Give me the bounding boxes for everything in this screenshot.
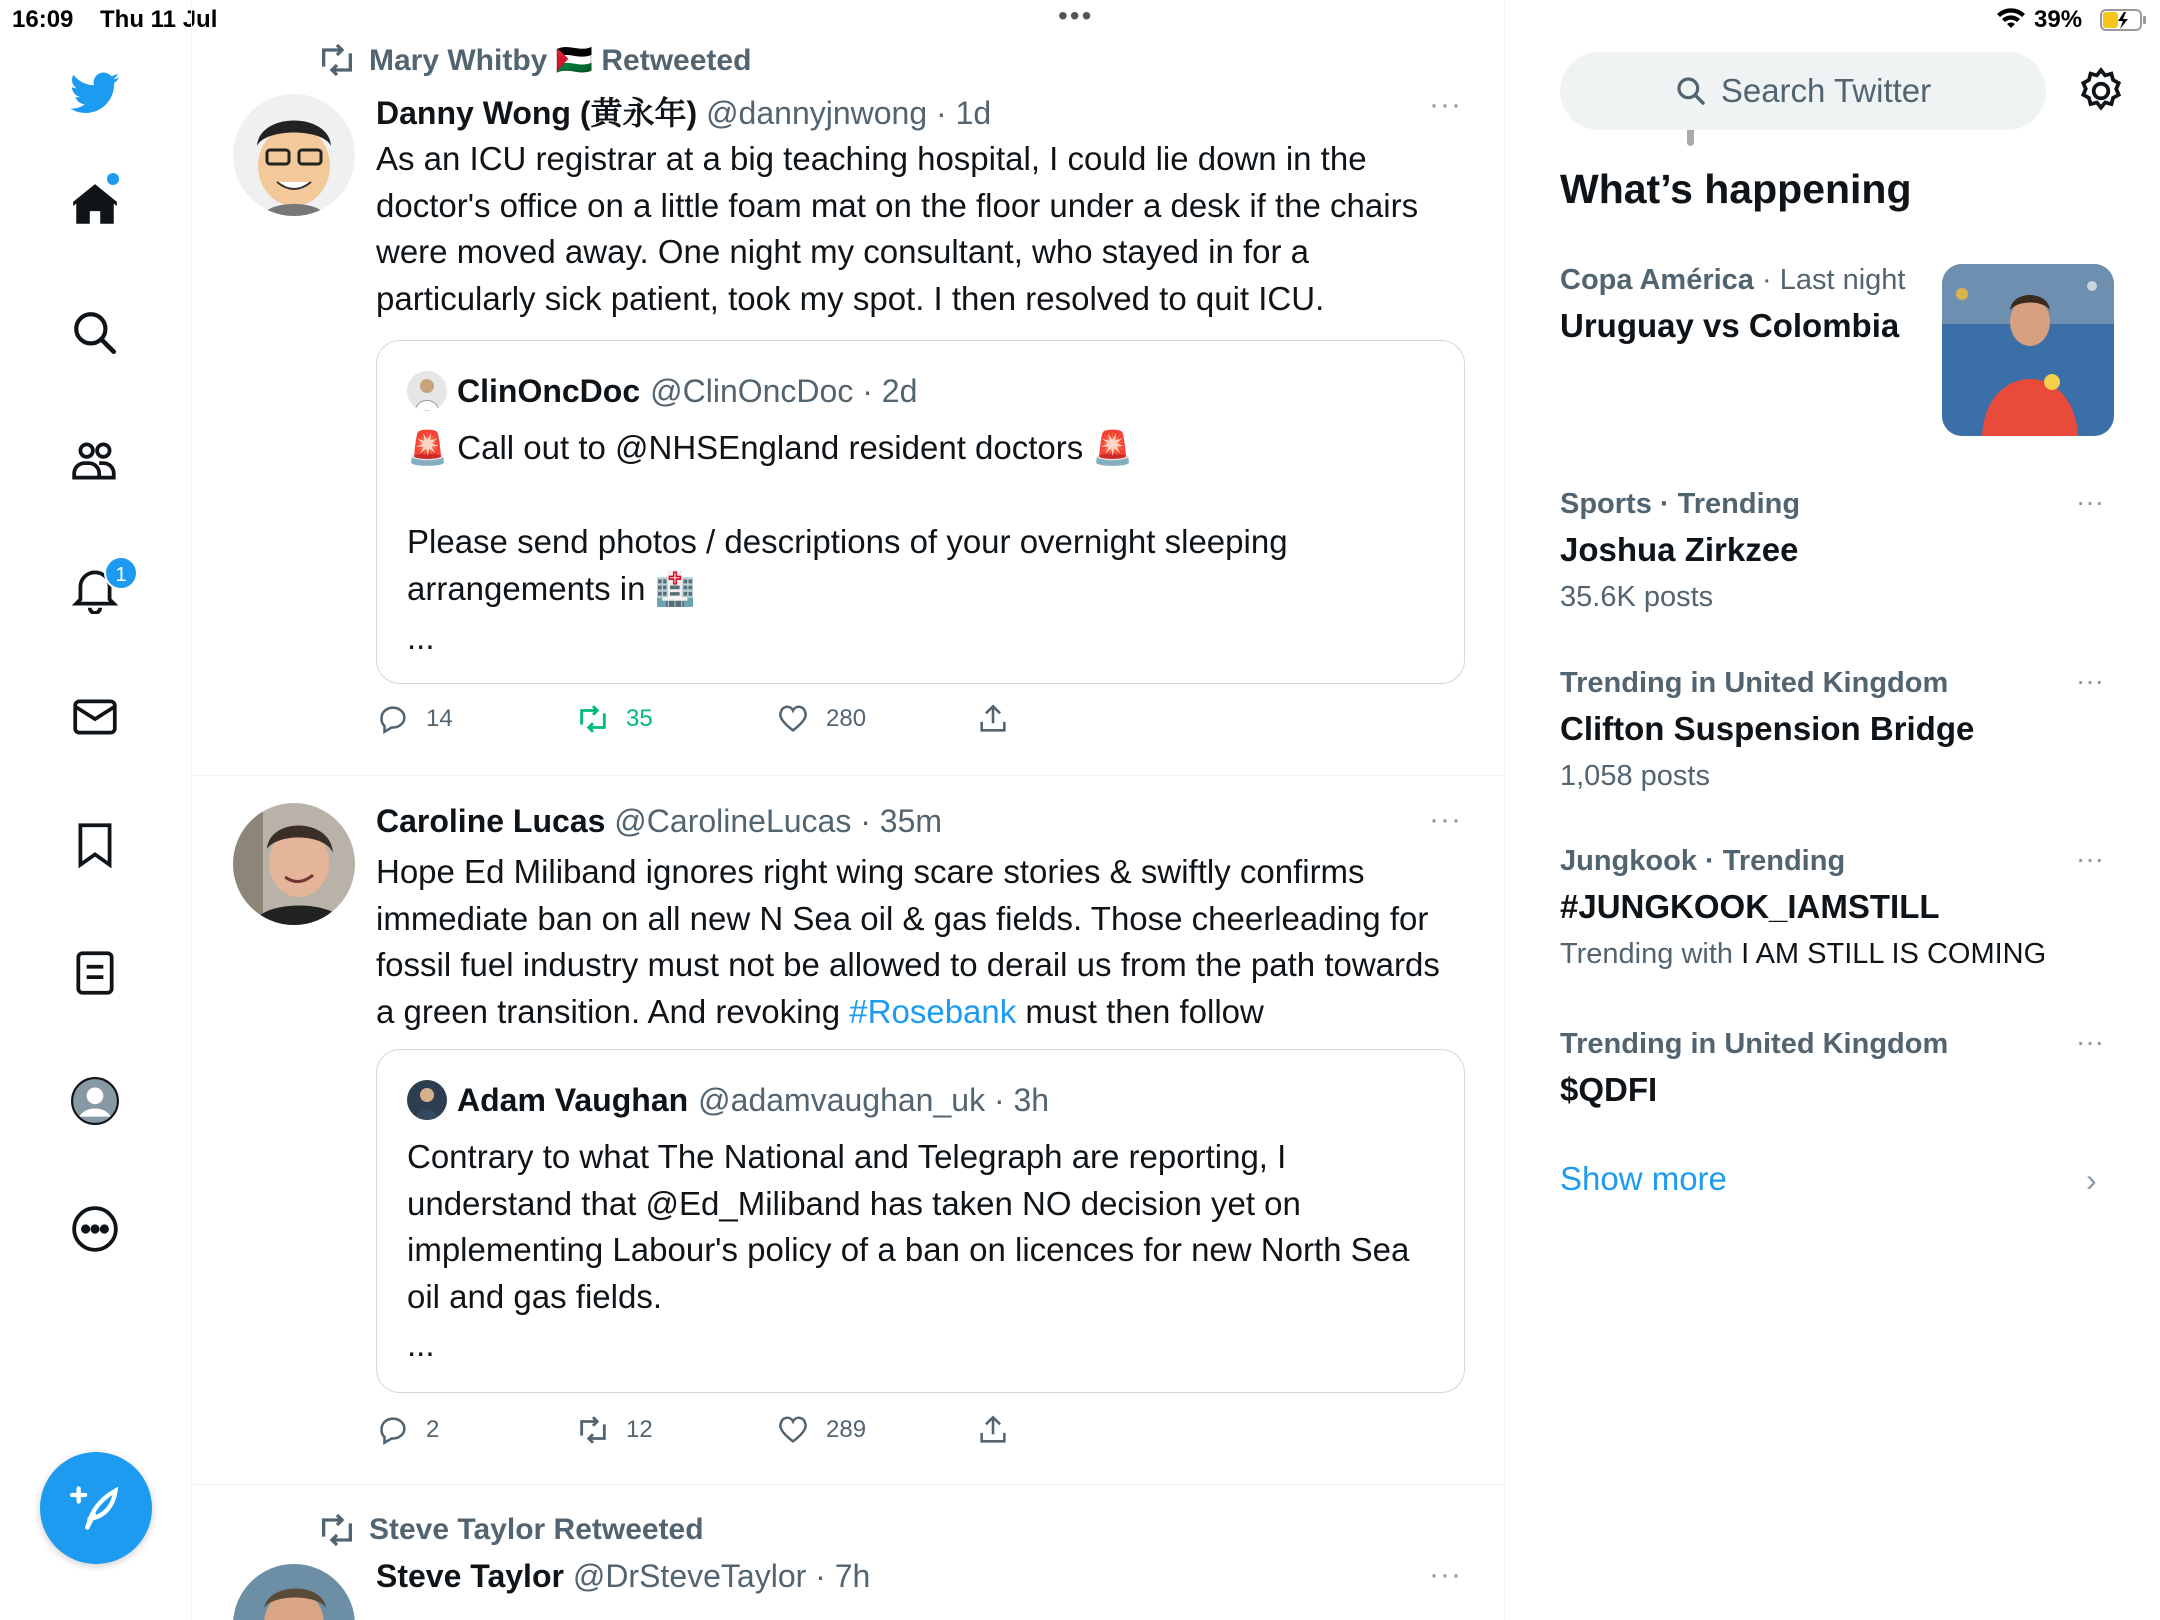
author-handle[interactable]: @dannyjnwong · 1d <box>706 95 992 131</box>
battery-percent: 39% <box>2034 6 2083 33</box>
trend-time: · Last night <box>1762 264 1906 296</box>
trend-category: Copa América <box>1560 264 1754 296</box>
share-icon <box>976 702 1010 736</box>
trend-item[interactable] <box>1560 1028 2120 1109</box>
search-placeholder: Search Twitter <box>1720 72 1932 109</box>
quote-author-handle: @ClinOncDoc · 2d <box>650 372 918 409</box>
search-input[interactable] <box>1560 52 2046 130</box>
trend-with-label: Trending with <box>1560 938 1734 970</box>
trend-item[interactable] <box>1560 845 2120 971</box>
author-name[interactable]: Steve Taylor <box>376 1558 564 1594</box>
multitasking-dots[interactable]: ••• <box>1058 0 1094 31</box>
tweet[interactable] <box>193 1486 1505 1620</box>
compose-button[interactable] <box>40 1452 152 1564</box>
tweet-more-button[interactable]: ··· <box>1429 88 1462 121</box>
quote-header <box>407 1080 1049 1120</box>
retweeted-by-label: Steve Taylor Retweeted <box>369 1513 704 1546</box>
retweeted-by-label: Mary Whitby 🇵🇸 Retweeted <box>369 43 752 77</box>
retweet-count: 12 <box>626 1416 653 1443</box>
whats-happening-title: What’s happening <box>1560 166 1912 212</box>
reply-icon <box>376 1413 410 1447</box>
quoted-tweet[interactable] <box>376 1049 1465 1393</box>
trend-posts: 1,058 posts <box>1560 760 1710 792</box>
tweet-text-part: Hope Ed Miliband ignores right wing scare stories & swiftly confirms immediate ban on all new N Sea oil & gas fields. Those cheerleading for fossil fuel industry must not be allowed to derail us from the path towards a green transition. And revoking <box>376 853 1440 1030</box>
trend-with-value: I AM STILL IS COMING <box>1741 938 2047 970</box>
tweet[interactable] <box>193 777 1505 1485</box>
trend-more-button[interactable]: ··· <box>2076 843 2104 874</box>
avatar[interactable] <box>233 803 355 925</box>
like-button[interactable] <box>776 702 866 736</box>
tweet-text <box>376 849 1446 1035</box>
trend-topic: Clifton Suspension Bridge <box>1560 710 1975 747</box>
share-icon <box>976 1413 1010 1447</box>
home-unread-dot <box>107 173 119 185</box>
search-icon[interactable] <box>64 302 126 364</box>
quote-avatar <box>407 1080 447 1120</box>
reply-count: 2 <box>426 1416 440 1443</box>
timeline-feed[interactable] <box>193 0 1505 1620</box>
show-more-link[interactable]: Show more <box>1560 1160 1727 1197</box>
tweet-header <box>376 1558 870 1595</box>
author-name[interactable]: Caroline Lucas <box>376 803 606 839</box>
tweet-header <box>376 803 942 840</box>
trend-category: Sports · Trending <box>1560 488 1801 520</box>
quote-author-name: Adam Vaughan <box>457 1081 689 1118</box>
retweet-icon <box>576 1413 610 1447</box>
trend-item[interactable] <box>1560 667 2120 793</box>
like-icon <box>776 702 810 736</box>
quote-author-name: ClinOncDoc <box>457 372 641 409</box>
reply-button[interactable] <box>376 702 453 736</box>
communities-icon[interactable] <box>64 430 126 492</box>
trend-topic: $QDFI <box>1560 1071 1658 1108</box>
like-count: 280 <box>826 705 867 732</box>
reply-icon <box>376 702 410 736</box>
tweet-more-button[interactable]: ··· <box>1429 803 1462 836</box>
trend-image[interactable] <box>1942 264 2114 436</box>
status-date: Thu 11 Jul <box>100 6 218 33</box>
lists-icon[interactable] <box>64 942 126 1004</box>
quote-ellipsis: ... <box>407 619 435 656</box>
trend-more-button[interactable]: ··· <box>2076 1026 2104 1057</box>
chevron-right-icon[interactable]: › <box>2086 1162 2097 1198</box>
notifications-badge: 1 <box>104 556 138 590</box>
trend-more-button[interactable]: ··· <box>2076 486 2104 517</box>
retweet-count: 35 <box>626 705 653 732</box>
author-handle[interactable]: @DrSteveTaylor · 7h <box>572 1558 871 1594</box>
retweet-icon <box>317 40 357 80</box>
quote-avatar <box>407 371 447 411</box>
twitter-logo-icon[interactable] <box>64 62 126 124</box>
right-sidebar <box>1506 0 2160 1620</box>
gear-icon[interactable] <box>2076 66 2126 116</box>
hashtag-link[interactable]: #Rosebank <box>849 992 1017 1030</box>
retweet-context <box>317 40 751 80</box>
quote-text: Contrary to what The National and Telegraph are reporting, I understand that @Ed_Miliband has taken NO decision yet on implementing Labour's policy of a ban on licences for new North Sea oil and gas fields. <box>407 1138 1410 1315</box>
trend-topic: Uruguay vs Colombia <box>1560 307 1900 344</box>
like-count: 289 <box>826 1416 867 1443</box>
trend-posts: 35.6K posts <box>1560 581 1714 613</box>
more-icon[interactable] <box>64 1198 126 1260</box>
retweet-icon <box>317 1510 357 1550</box>
share-button[interactable] <box>976 702 1010 736</box>
trend-more-button[interactable]: ··· <box>2076 665 2104 696</box>
share-button[interactable] <box>976 1413 1010 1447</box>
quote-text-line1: 🚨 Call out to @NHSEngland resident doctors 🚨 <box>407 429 1134 466</box>
profile-icon[interactable] <box>64 1070 126 1132</box>
author-name[interactable]: Danny Wong (黄永年) <box>376 95 698 131</box>
avatar[interactable] <box>233 1564 355 1620</box>
tweet-actions <box>376 1413 1076 1457</box>
quoted-tweet[interactable] <box>376 340 1465 684</box>
reply-count: 14 <box>426 705 453 732</box>
bookmark-icon[interactable] <box>64 814 126 876</box>
quote-ellipsis: ... <box>407 1326 435 1363</box>
like-button[interactable] <box>776 1413 866 1447</box>
tweet-header <box>376 88 991 134</box>
retweet-context <box>317 1510 704 1550</box>
trend-category: Trending in United Kingdom <box>1560 667 1949 699</box>
trend-category: Trending in United Kingdom <box>1560 1028 1949 1060</box>
retweet-button[interactable] <box>576 1413 653 1447</box>
tweet-actions <box>376 702 1076 746</box>
trend-item[interactable] <box>1560 488 2120 614</box>
retweet-button[interactable] <box>576 702 653 736</box>
quote-author-handle: @adamvaughan_uk · 3h <box>698 1081 1050 1118</box>
tweet[interactable] <box>193 0 1505 776</box>
author-handle[interactable]: @CarolineLucas · 35m <box>614 803 943 839</box>
status-time: 16:09 <box>12 6 74 33</box>
tweet-more-button[interactable]: ··· <box>1429 1558 1462 1591</box>
search-icon <box>1675 75 1707 107</box>
left-navigation <box>0 0 192 1620</box>
tweet-text: As an ICU registrar at a big teaching hospital, I could lie down in the doctor's office on a little foam mat on the floor under a desk if the chairs were moved away. One night my consultant, who stayed in for a particularly sick patient, took my spot. I then resolved to quit ICU. <box>376 140 1419 317</box>
compose-icon <box>70 1482 122 1534</box>
like-icon <box>776 1413 810 1447</box>
reply-button[interactable] <box>376 1413 439 1447</box>
mail-icon[interactable] <box>64 686 126 748</box>
trend-topic: #JUNGKOOK_IAMSTILL <box>1560 888 1940 925</box>
quote-header <box>407 371 917 411</box>
trend-category: Jungkook · Trending <box>1560 845 1846 877</box>
tweet-text-part: must then follow <box>1016 992 1264 1030</box>
retweet-icon <box>576 702 610 736</box>
quote-text-line2: Please send photos / descriptions of your overnight sleeping arrangements in 🏥 <box>407 523 1288 607</box>
avatar[interactable] <box>233 94 355 216</box>
trend-topic: Joshua Zirkzee <box>1560 531 1799 568</box>
